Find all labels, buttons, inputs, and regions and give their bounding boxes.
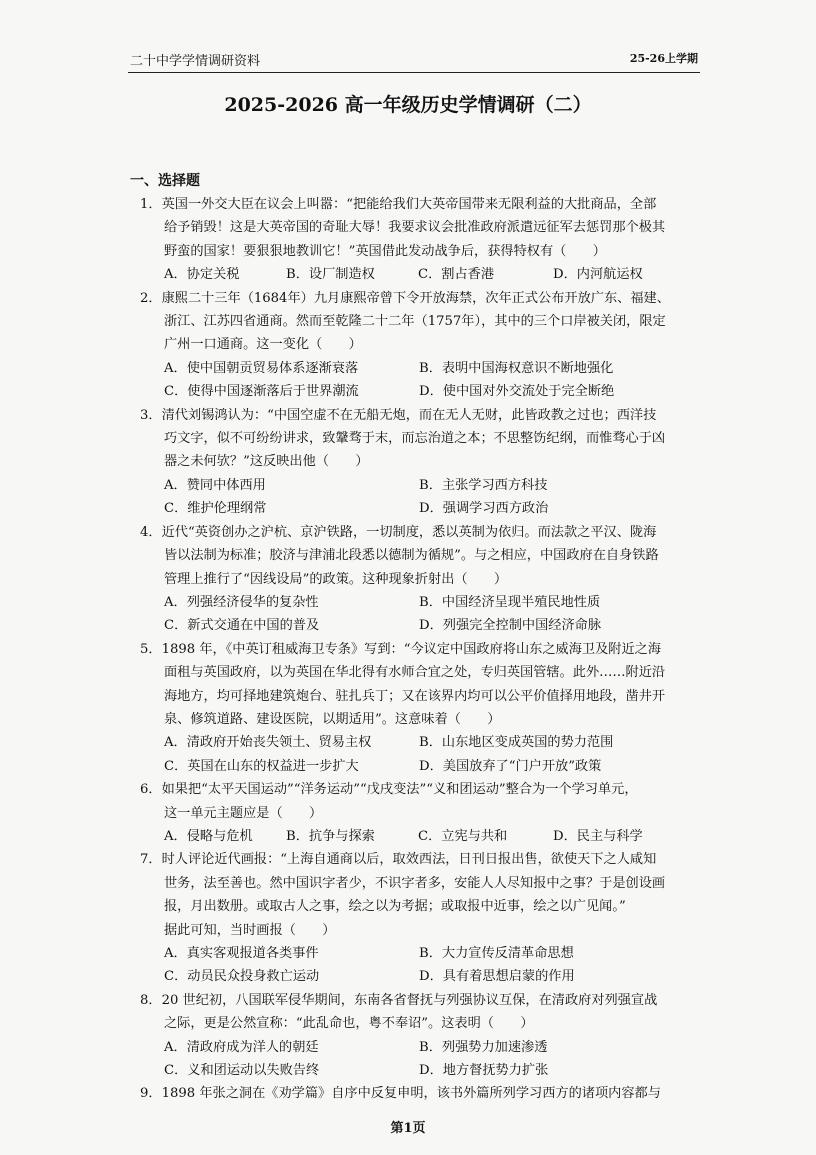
question-text-line: 之际，更是公然宣称：“此乱命也，粤不奉诏”。这表明（ ） [164,1016,534,1032]
option-c: C．立宪与共和 [418,828,508,844]
question-text-line: 4．近代“英资创办之沪杭、京沪铁路，一切制度，悉以英制为依归。而法款之平汉、陇海 [140,524,657,540]
option-row [140,731,705,754]
option-row [140,474,705,497]
question-text-line: 7．时人评论近代画报：“上海自通商以后，取效西法，日刊日报出售，欲使天下之人咸知 [140,852,657,868]
option-b: B．列强势力加速渗透 [419,1039,548,1055]
question-text-line: 给予销毁！这是大英帝国的奇耻大辱！我要求议会批准政府派遣远征军去惩罚那个极其 [164,220,666,236]
option-a: A．侵略与危机 [164,828,253,844]
option-a: A．列强经济侵华的复杂性 [164,594,319,610]
page-title: 2025-2026 高一年级历史学情调研（二） [224,94,592,116]
question-5 [140,638,705,778]
question-text-line: 8．20 世纪初，八国联军侵华期间，东南各省督抚与列强协议互保，在清政府对列强宣战 [140,992,658,1008]
question-9 [140,1082,705,1105]
option-d: D．具有着思想启蒙的作用 [419,969,575,985]
option-d: D．民主与科学 [553,828,643,844]
section-heading: 一、选择题 [130,173,200,189]
option-row [140,614,705,637]
question-text-line: 管理上推行了“因线设局”的政策。这种现象折射出（ ） [164,571,508,587]
question-text-line: 6．如果把“太平天国运动”“洋务运动”“戊戌变法”“义和团运动”整合为一个学习单元， [140,782,638,798]
option-a: A．清政府开始丧失领土、贸易主权 [164,735,372,751]
option-c: C．动员民众投身救亡运动 [164,969,320,985]
question-text-line: 浙江、江苏四省通商。然而至乾隆二十二年（1757年），其中的三个口岸被关闭，限定 [164,314,666,330]
question-text-line: 泉、修筑道路、建设医院，以期适用”。这意味着（ ） [164,711,501,727]
option-row [140,942,705,965]
question-text-line: 2．康熙二十三年（1684年）九月康熙帝曾下令开放海禁，次年正式公布开放广东、福建、 [140,290,670,306]
option-b: B．设厂制造权 [286,267,375,283]
option-a: A．使中国朝贡贸易体系逐渐衰落 [164,360,359,376]
question-text-line: 1．英国一外交大臣在议会上叫嚣：“把能给我们大英帝国带来无限利益的大批商品，全部 [140,197,657,212]
option-row [140,965,705,988]
question-6 [140,778,705,848]
option-row [140,1036,705,1059]
option-b: B．大力宣传反清革命思想 [419,946,574,961]
option-a: A．真实客观报道各类事件 [164,946,319,961]
option-c: C．英国在山东的权益进一步扩大 [164,758,359,774]
option-c: C．维护伦理纲常 [164,501,267,517]
question-text-line: 5．1898 年，《中英订租威海卫专条》写到：“今议定中国政府将山东之威海卫及附近之海 [140,641,662,657]
option-c: C．使得中国逐渐落后于世界潮流 [164,384,359,400]
option-row [140,755,705,778]
option-row [140,380,705,403]
option-d: D．强调学习西方政治 [419,501,549,517]
question-list [140,193,705,1106]
question-text-line: 面租与英国政府，以为英国在华北得有水师合宜之处，专归英国管辖。此外……附近沿 [164,665,666,681]
option-c: C．义和团运动以失败告终 [164,1063,320,1079]
page-number: 第1页 [390,1121,426,1136]
option-d: D．列强完全控制中国经济命脉 [419,618,602,634]
question-text-line: 报，月出数册。或取古人之事，绘之以为考据；或取报中近事，绘之以广见闻。” [164,899,626,915]
option-a: A．赞同中体西用 [164,477,266,493]
option-d: D．使中国对外交流处于完全断绝 [419,384,615,400]
option-b: B．表明中国海权意识不断地强化 [419,360,614,376]
question-4 [140,521,705,638]
option-row [140,263,705,286]
question-text-line: 野蛮的国家！要狠狠地教训它！”英国借此发动战争后，获得特权有（ ） [164,243,606,259]
question-text-line: 世务，法至善也。然中国识字者少，不识字者多，安能人人尽知报中之事？于是创设画 [164,875,666,891]
question-text-line: 这一单元主题应是（ ） [164,805,323,821]
question-8 [140,989,705,1083]
option-row [140,497,705,520]
question-text-line: 9．1898 年张之洞在《劝学篇》自序中反复申明，该书外篇所列学习西方的诸项内容都与 [140,1086,661,1102]
question-text-line: 巧文字，似不可纷纷讲求，致鞶骛于末，而忘治道之本；不思整饬纪纲，而惟骛心于凶 [164,431,666,447]
option-b: B．山东地区变成英国的势力范围 [419,735,614,751]
question-text-line: 据此可知，当时画报（ ） [164,922,336,938]
option-c: C．新式交通在中国的普及 [164,618,320,634]
option-c: C．割占香港 [418,267,495,283]
option-a: A．清政府成为洋人的朝廷 [164,1039,319,1055]
question-3 [140,404,705,521]
header-divider [128,72,700,73]
option-row [140,1059,705,1082]
option-row [140,591,705,614]
question-text-line: 器之未何欤？”这反映出他（ ） [164,454,369,470]
option-b: B．中国经济呈现半殖民地性质 [419,594,601,610]
option-row [140,825,705,848]
header-term-label: 25-26上学期 [629,52,698,65]
question-2 [140,287,705,404]
header-school-label: 二十中学学情调研资料 [130,54,261,69]
option-a: A．协定关税 [164,267,240,283]
option-b: B．抗争与探索 [286,828,375,844]
option-d: D．地方督抚势力扩张 [419,1063,549,1079]
question-7 [140,848,705,988]
question-text-line: 广州一口通商。这一变化（ ） [164,337,362,353]
question-text-line: 3．清代刘锡鸿认为：“中国空虚不在无船无炮，而在无人无财，此皆政教之过也；西洋技 [140,407,657,423]
option-d: D．美国放弃了“门户开放”政策 [419,758,602,774]
question-text-line: 海地方，均可择地建筑炮台、驻扎兵丁；又在该界内均可以公平价值择用地段，凿井开 [164,688,666,704]
question-text-line: 皆以法制为标准；胶济与津浦北段悉以德制为循规”。与之相应，中国政府在自身铁路 [164,548,659,564]
option-b: B．主张学习西方科技 [419,477,548,493]
question-1 [140,193,705,287]
option-row [140,357,705,380]
option-d: D．内河航运权 [553,267,643,283]
